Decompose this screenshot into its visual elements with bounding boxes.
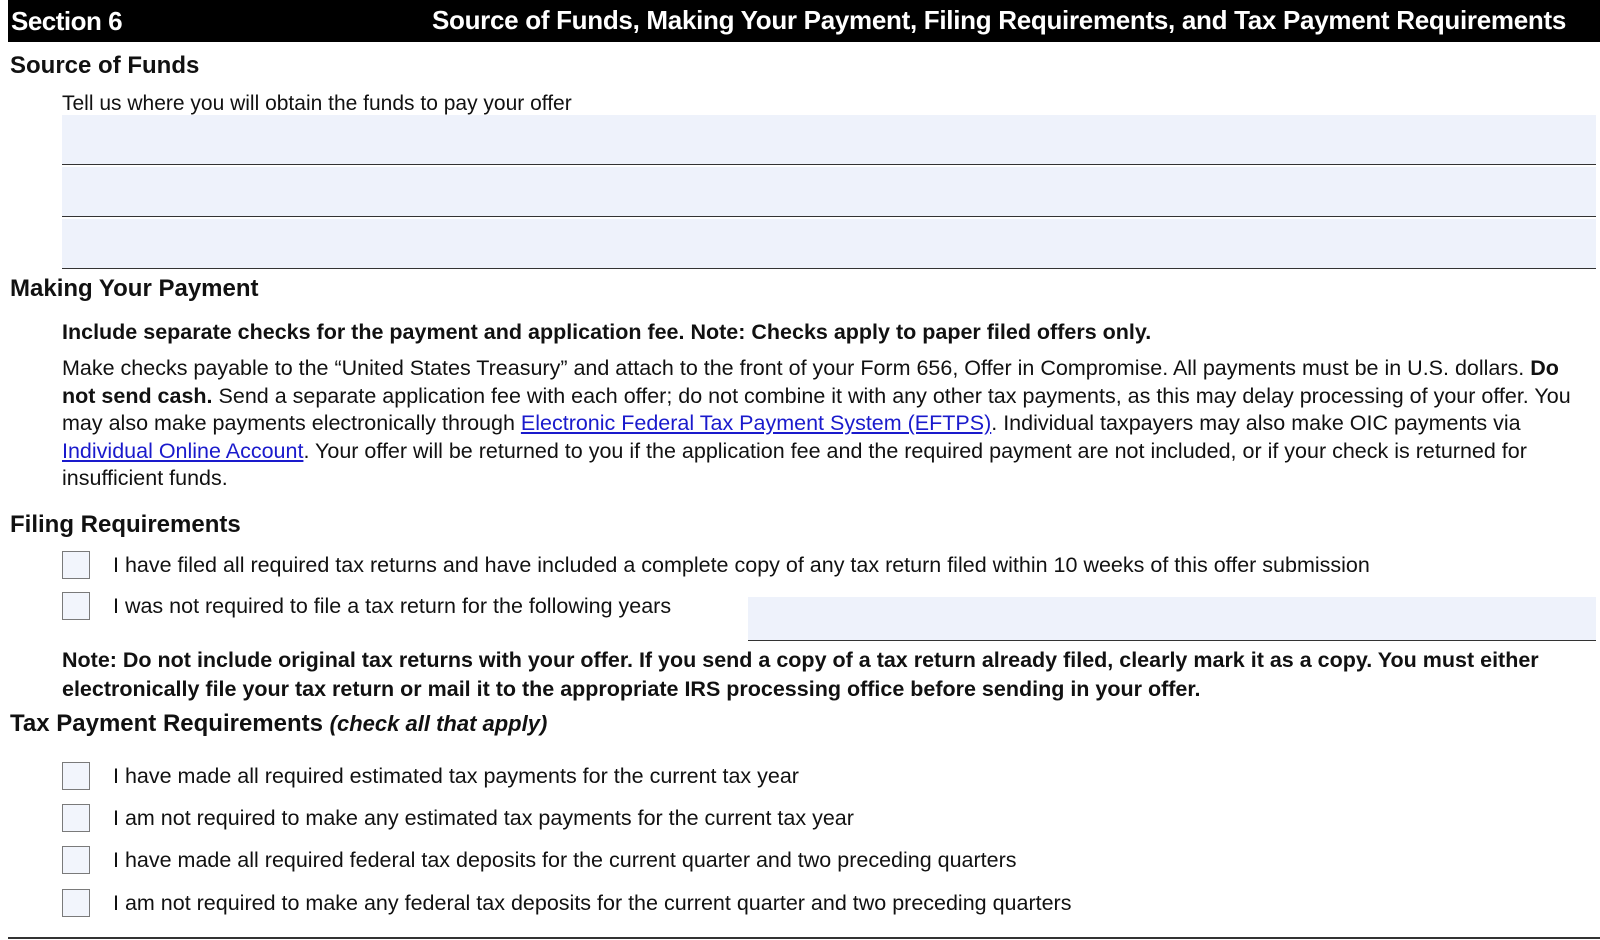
source-of-funds-line-2[interactable] — [62, 167, 1596, 217]
federal-deposits-not-required-label: I am not required to make any federal tax deposits for the current quarter and two preceding quarters — [113, 891, 1072, 915]
payment-paragraph — [62, 355, 1594, 493]
making-payment-heading: Making Your Payment — [10, 275, 259, 302]
no-cash-warning: Do not send cash. — [62, 356, 1559, 408]
estimated-payments-made-label: I have made all required estimated tax payments for the current tax year — [113, 764, 799, 788]
tax-payment-heading-text: Tax Payment Requirements — [10, 710, 323, 737]
source-of-funds-heading: Source of Funds — [10, 52, 200, 79]
payment-text-1: Make checks payable to the “United States Treasury” and attach to the front of your Form 656, Offer in Compromise. All payments must be in U.S. dollars. — [62, 356, 1531, 380]
source-of-funds-line-1[interactable] — [62, 115, 1596, 165]
federal-deposits-not-required-checkbox[interactable] — [62, 889, 90, 917]
payment-text-4: . Your offer will be returned to you if the application fee and the required payment are not included, or if your check is returned for insufficient funds. — [62, 438, 1527, 490]
section-header — [8, 0, 1600, 42]
not-required-to-file-label: I was not required to file a tax return for the following years — [113, 594, 672, 618]
not-required-to-file-checkbox[interactable] — [62, 592, 90, 620]
tax-payment-subheading: (check all that apply) — [329, 711, 548, 736]
source-of-funds-prompt: Tell us where you will obtain the funds to pay your offer — [62, 92, 572, 115]
not-filed-years-input[interactable] — [748, 597, 1596, 641]
filing-note: Note: Do not include original tax returns with your offer. If you send a copy of a tax return already filed, clearly mark it as a copy. You must either electronically file your tax return or mail it to the appropriate IRS processing office before sending in your offer. — [62, 648, 1539, 701]
payment-text-2: Send a separate application fee with each offer; do not combine it with any other tax payments, as this may delay processing of your offer. You may also make payments electronically through — [62, 383, 1571, 435]
section-label: Section 6 — [11, 6, 123, 36]
online-account-link[interactable]: Individual Online Account — [62, 438, 304, 463]
section-title: Source of Funds, Making Your Payment, Filing Requirements, and Tax Payment Requirements — [431, 5, 1566, 35]
eftps-link[interactable]: Electronic Federal Tax Payment System (EFTPS) — [520, 411, 992, 435]
bottom-divider — [8, 937, 1600, 939]
federal-deposits-made-checkbox[interactable] — [62, 846, 90, 874]
filing-requirements-heading: Filing Requirements — [10, 511, 241, 538]
payment-text-3: . Individual taxpayers may also make OIC payments via — [991, 411, 1521, 435]
source-of-funds-line-3[interactable] — [62, 219, 1596, 269]
tax-payment-heading — [10, 710, 547, 738]
filed-all-returns-checkbox[interactable] — [62, 551, 90, 579]
estimated-payments-not-required-label: I am not required to make any estimated tax payments for the current tax year — [113, 806, 854, 830]
estimated-payments-made-checkbox[interactable] — [62, 762, 90, 790]
federal-deposits-made-label: I have made all required federal tax deposits for the current quarter and two preceding quarters — [113, 848, 1017, 872]
estimated-payments-not-required-checkbox[interactable] — [62, 804, 90, 832]
payment-instruction: Include separate checks for the payment and application fee. Note: Checks apply to paper filed offers only. — [62, 320, 1152, 344]
filed-all-returns-label: I have filed all required tax returns and have included a complete copy of any tax return filed within 10 weeks of this offer submission — [113, 553, 1370, 577]
